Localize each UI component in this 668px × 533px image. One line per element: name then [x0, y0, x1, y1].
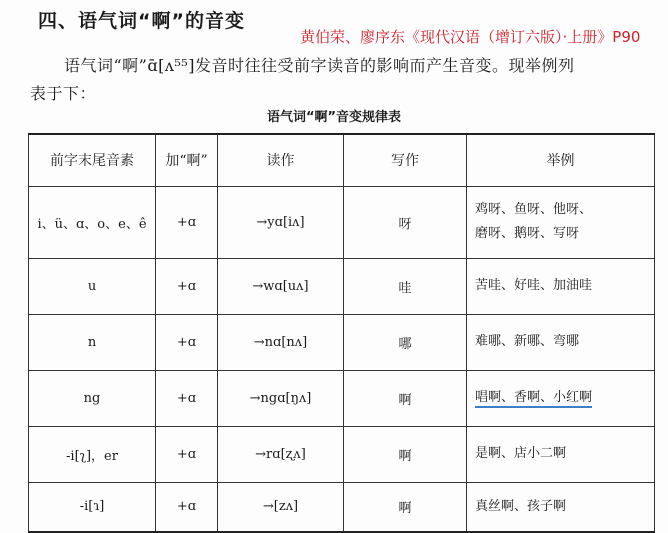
cell-add: +ɑ — [156, 426, 218, 482]
cell-example: 是啊、店小二啊 — [467, 426, 655, 482]
cell-add: +ɑ — [156, 314, 218, 370]
table-row — [29, 186, 655, 258]
header-write: 写作 — [344, 134, 467, 186]
source-citation: 黄伯荣、廖序东《现代汉语（增订六版）·上册》P90 — [300, 28, 641, 46]
cell-example — [467, 186, 655, 258]
table-header-row — [29, 134, 655, 186]
cell-read: →wɑ[uʌ] — [218, 258, 344, 314]
cell-example — [467, 370, 655, 426]
example-line-1: 鸡呀、鱼呀、他呀、 — [475, 202, 593, 217]
cell-add: +ɑ — [156, 258, 218, 314]
cell-example: 真丝啊、孩子啊 — [467, 482, 655, 532]
header-ending: 前字末尾音素 — [29, 134, 156, 186]
example-line-2: 磨呀、鹅呀、写呀 — [475, 226, 580, 241]
cell-read: →ngɑ[ŋʌ] — [218, 370, 344, 426]
cell-ending: i、ü、ɑ、o、e、ê — [29, 186, 156, 258]
cell-example: 难哪、新哪、弯哪 — [467, 314, 655, 370]
cell-ending: n — [29, 314, 156, 370]
paragraph-line-1: 语气词“啊”ɑ̄[ʌ⁵⁵]发音时往往受前字读音的影响而产生音变。现举例列 — [64, 56, 575, 75]
cell-write: 哇 — [344, 258, 467, 314]
cell-read: →rɑ[ʐʌ] — [218, 426, 344, 482]
section-title: 四、语气词“啊”的音变 — [38, 10, 245, 32]
cell-ending: ng — [29, 370, 156, 426]
cell-write: 哪 — [344, 314, 467, 370]
cell-ending: -i[ʅ]，er — [29, 426, 156, 482]
header-example: 举例 — [467, 134, 655, 186]
table-row — [29, 426, 655, 482]
cell-read: →[zʌ] — [218, 482, 344, 532]
cell-example: 苦哇、好哇、加油哇 — [467, 258, 655, 314]
cell-read: →nɑ[nʌ] — [218, 314, 344, 370]
table-row — [29, 482, 655, 532]
table-caption: 语气词“啊”音变规律表 — [266, 110, 402, 125]
cell-write: 啊 — [344, 426, 467, 482]
cell-add: +ɑ — [156, 186, 218, 258]
cell-add: +ɑ — [156, 482, 218, 532]
table-row — [29, 370, 655, 426]
cell-write: 呀 — [344, 186, 467, 258]
table-row — [29, 258, 655, 314]
header-add: 加“啊” — [156, 134, 218, 186]
cell-read: →yɑ[iʌ] — [218, 186, 344, 258]
cell-write: 啊 — [344, 370, 467, 426]
highlighted-example: 唱啊、香啊、小红啊 — [475, 390, 592, 408]
header-read: 读作 — [218, 134, 344, 186]
paragraph-line-2: 表于下： — [30, 84, 97, 103]
sound-change-table — [28, 133, 655, 533]
cell-add: +ɑ — [156, 370, 218, 426]
cell-ending: -i[ɿ] — [29, 482, 156, 532]
cell-write: 啊 — [344, 482, 467, 532]
table-row — [29, 314, 655, 370]
cell-ending: u — [29, 258, 156, 314]
intro-paragraph — [30, 52, 655, 108]
